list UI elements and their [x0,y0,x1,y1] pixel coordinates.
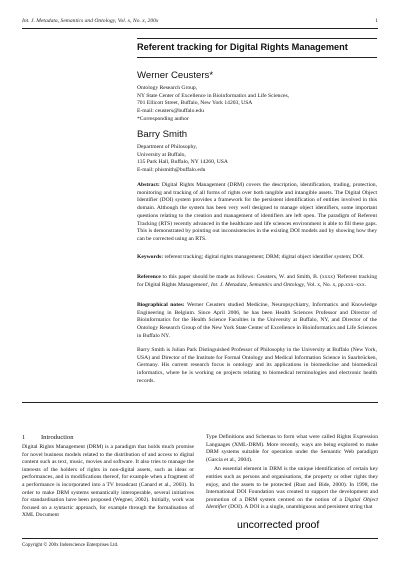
section-rule [22,402,378,403]
body-left-column: Digital Rights Management (DRM) is a paradigm that holds much promise for novel business models related to the distribution of and access to digital content such as text, music, movies and software. It also tries to manage the interests of the holders of rights in non-digital assets, such as ideas or performances, and in modifications thereof, for example when a fragment of a performance is incorporated into a TV broadcast (Canard et al., 2003). In order to make DRM systems semantically interoperable, several initiatives for standardisation have been proposed (Wegner, 2002). Initially, work was focused on a syntactic approach, for example through the formalisation of XML Document [22,444,194,519]
keywords-label: Keywords: [137,254,164,260]
section-title: Introduction [40,434,74,441]
running-header [22,18,378,24]
author-affiliation-2 [137,144,228,175]
header-rule [22,28,378,29]
page-number: 1 [375,18,378,24]
bio-label: Biographical notes: [137,302,185,308]
abstract-text: Digital Rights Management (DRM) covers the description, identification, trading, protection, monitoring and tracking of all forms of rights over both tangible and intangible assets. The Digital Object Identifier (DOI) system provides a framework for the persistent identification of entities involved in this domain. Although the system has been very well designed to manage object identifiers, some important questions relating to the creation and management of identifiers are left open. The paradigm of Referent Tracking (RTS) recently advanced in the healthcare and life sciences environment is able to fill these gaps. This is demonstrated by pointing out inconsistencies in the existing DOI models and by showing how they can be corrected using an RTS. [137,182,377,242]
affiliation-line: 701 Ellicott Street, Buffalo, New York 14203, USA [137,100,253,107]
title-rule-bottom [137,57,377,58]
journal-citation: Int. J. Metadata, Semantics and Ontology, Vol. x, No. x, 200x [22,18,159,24]
author-email: E-mail: ceusters@buffalo.edu [137,108,204,115]
title-rule-top [137,38,377,39]
reference-tail: , Vol. x, No. x, pp.xxx–xxx. [304,281,367,288]
section-number: 1 [22,434,26,441]
affiliation-line: Department of Philosophy, [137,144,198,150]
affiliation-line: Ontology Research Group, [137,85,198,91]
abstract-label: Abstract: [137,182,160,188]
author-name-1: Werner Ceusters* [137,70,214,81]
emphasis-doi: Digital Object Identifier [206,496,378,511]
affiliation-line: University at Buffalo, [137,151,186,158]
affiliation-line: NY State Center of Excellence in Bioinformatics and Life Sciences, [137,92,290,99]
footer-rule [22,538,378,539]
affiliation-line: 135 Park Hall, Buffalo, NY 14260, USA [137,159,228,166]
author-affiliation-1 [137,85,289,124]
body-right-column [206,434,378,512]
author-name-2: Barry Smith [137,129,188,140]
paragraph: An essential element in DRM is the unique identification of certain key entities such as persons and organisations, the property or other rights they enjoy, and the assets to be protected (Rust and Bide, 2000). In 1998, the International DOI Foundation was created to support the development and promotion of a DRM system centred on the notion of a Digital Object Identifier (DOI). A DOI is a single, unambiguous and persistent string that [206,466,378,511]
reference-text: to this paper should be made as follows: Ceusters, W. and Smith, B. (xxxx) 'Referent tracking for Digital Rights Management', [137,274,377,288]
author-email: E-mail: phismith@buffalo.edu [137,167,206,174]
reference-label: Reference [137,274,161,280]
paragraph: Type Definitions and Schemas to form what were called Rights Expression Languages (XML-DRM). More recently, ways are being explored to make DRM systems suitable for operation under the Semantic Web paradigm (Garcia et al., 2004). [206,434,378,463]
keywords [137,254,377,262]
reference-note [137,274,377,289]
paper-title: Referent tracking for Digital Rights Management [137,42,348,52]
bio-smith: Barry Smith is Julian Park Distinguished Professor of Philosophy in the University at Buffalo (New York, USA) and Director of the Institute for Formal Ontology and Medical Information Science in Saarbrücken, Germany. His current research focus is ontology and its applications in biomedicine and biomedical informatics, where he is working on projects relating to biomedical terminologies and electronic health records. [137,347,377,384]
reference-journal: Int. J. Metadata, Semantics and Ontology [210,281,305,288]
biographical-notes [137,302,377,341]
copyright-notice: Copyright © 200x Inderscience Enterprises Ltd. [22,543,119,548]
uncorrected-proof-watermark: uncorrected proof [237,519,320,531]
bio-text-ceusters: Werner Ceusters studied Medicine, Neuropsychiatry, Informatics and Knowledge Engineering in Belgium. Since April 2006, he has been Health Sciences Professor and Director of Bioinformatics for the Health Science Faculties in the University at Buffalo, NY, and Director of the Ontology Research Group of the New York State Center of Excellence in Bioinformatics and Life Sciences in Buffalo NY. [137,302,378,339]
keywords-text: referent tracking; digital rights management; DRM; digital object identifier system; DOI. [163,254,365,260]
corresponding-note: *Corresponding author [137,115,189,122]
section-heading [22,434,74,441]
abstract [137,182,377,244]
